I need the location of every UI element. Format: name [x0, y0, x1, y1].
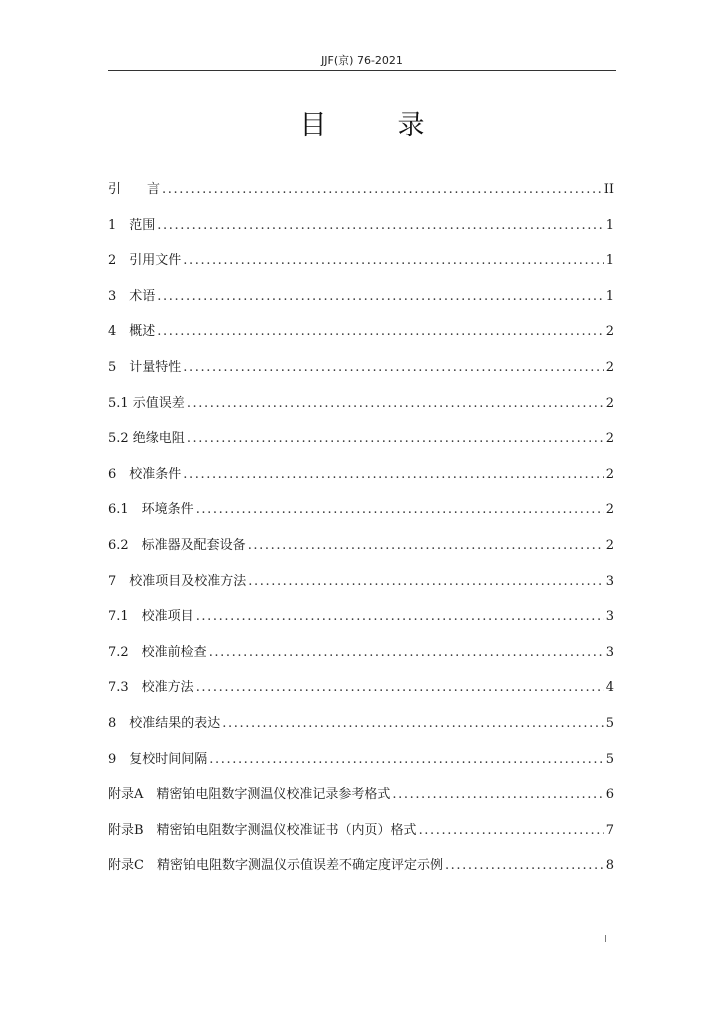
toc-entry-page: 4 — [605, 680, 614, 696]
running-header: JJF(京) 76-2021 — [321, 54, 403, 67]
toc-entry-label: 4 概述 — [108, 324, 156, 340]
toc-entry-label: 6.2 标准器及配套设备 — [108, 537, 246, 553]
toc-entry-label: 7.3 校准方法 — [108, 680, 194, 696]
toc-entry-insulation-resistance[interactable] — [108, 427, 614, 463]
toc-entry-page: 2 — [605, 431, 614, 447]
toc-entry-label: 9 复校时间间隔 — [108, 751, 208, 767]
toc-entry-page: 1 — [605, 253, 614, 269]
toc-entry-page: 3 — [605, 644, 614, 660]
toc-entry-appendix-a[interactable] — [108, 783, 614, 819]
toc-entry-pre-calibration-check[interactable] — [108, 641, 614, 677]
dot-leader — [248, 574, 603, 589]
dot-leader — [209, 752, 603, 767]
dot-leader — [248, 538, 604, 553]
page-number: I — [604, 934, 607, 945]
toc-entry-label: 附录C 精密铂电阻数字测温仪示值误差不确定度评定示例 — [108, 858, 443, 874]
toc-title: 目 录 — [299, 110, 447, 141]
toc-entry-page: 5 — [605, 715, 614, 731]
toc-entry-label: 1 范围 — [108, 217, 156, 233]
toc-entry-page: 6 — [605, 787, 614, 803]
toc-entry-calibration-methods[interactable] — [108, 676, 614, 712]
toc-entry-appendix-b[interactable] — [108, 819, 614, 855]
toc-entry-foreword[interactable] — [108, 178, 614, 214]
toc-entry-calibration-items[interactable] — [108, 605, 614, 641]
toc-entry-page: 2 — [605, 466, 614, 482]
toc-entry-page: 1 — [605, 217, 614, 233]
toc-entry-terms[interactable] — [108, 285, 614, 321]
toc-entry-page: 2 — [605, 502, 614, 518]
dot-leader — [392, 787, 603, 802]
dot-leader — [196, 680, 604, 695]
toc-entry-page: 2 — [605, 359, 614, 375]
toc-entry-label: 3 术语 — [108, 288, 156, 304]
toc-entry-page: 2 — [605, 324, 614, 340]
dot-leader — [209, 645, 604, 660]
toc-entry-overview[interactable] — [108, 320, 614, 356]
dot-leader — [157, 324, 603, 339]
dot-leader — [162, 182, 602, 197]
toc-entry-results-expression[interactable] — [108, 712, 614, 748]
dot-leader — [196, 502, 604, 517]
table-of-contents — [108, 178, 614, 890]
toc-entry-recalibration-interval[interactable] — [108, 748, 614, 784]
toc-entry-label: 7 校准项目及校准方法 — [108, 573, 247, 589]
toc-entry-standards-equipment[interactable] — [108, 534, 614, 570]
dot-leader — [183, 253, 603, 268]
toc-entry-metrological-characteristics[interactable] — [108, 356, 614, 392]
dot-leader — [157, 218, 603, 233]
toc-entry-label: 7.2 校准前检查 — [108, 644, 207, 660]
toc-entry-page: 5 — [605, 751, 614, 767]
toc-entry-references[interactable] — [108, 249, 614, 285]
dot-leader — [187, 431, 604, 446]
toc-entry-page: 2 — [605, 395, 614, 411]
dot-leader — [183, 360, 603, 375]
header-rule — [108, 70, 616, 71]
toc-entry-page: 8 — [605, 858, 614, 874]
toc-entry-scope[interactable] — [108, 214, 614, 250]
toc-entry-label: 2 引用文件 — [108, 253, 182, 269]
toc-entry-label: 6 校准条件 — [108, 466, 182, 482]
toc-entry-label: 7.1 校准项目 — [108, 609, 194, 625]
toc-entry-page: 3 — [605, 609, 614, 625]
dot-leader — [445, 858, 604, 873]
dot-leader — [222, 716, 603, 731]
toc-entry-label: 附录B 精密铂电阻数字测温仪校准证书（内页）格式 — [108, 822, 417, 838]
dot-leader — [183, 467, 603, 482]
toc-entry-calibration-conditions[interactable] — [108, 463, 614, 499]
dot-leader — [419, 823, 604, 838]
toc-entry-label: 附录A 精密铂电阻数字测温仪校准记录参考格式 — [108, 787, 391, 803]
toc-entry-indication-error[interactable] — [108, 392, 614, 428]
toc-entry-page: 1 — [605, 288, 614, 304]
toc-entry-label: 8 校准结果的表达 — [108, 715, 221, 731]
toc-entry-page: II — [603, 182, 614, 197]
toc-entry-label: 5.2 绝缘电阻 — [108, 431, 185, 447]
toc-entry-environmental-conditions[interactable] — [108, 498, 614, 534]
toc-entry-label: 5 计量特性 — [108, 359, 182, 375]
toc-entry-page: 2 — [605, 537, 614, 553]
toc-entry-page: 7 — [605, 822, 614, 838]
toc-entry-label: 5.1 示值误差 — [108, 395, 185, 411]
toc-entry-label: 引 言 — [108, 182, 161, 197]
toc-entry-calibration-items-methods[interactable] — [108, 570, 614, 606]
toc-entry-appendix-c[interactable] — [108, 854, 614, 890]
dot-leader — [196, 609, 604, 624]
dot-leader — [187, 396, 604, 411]
toc-entry-label: 6.1 环境条件 — [108, 502, 194, 518]
dot-leader — [157, 289, 603, 304]
toc-entry-page: 3 — [605, 573, 614, 589]
